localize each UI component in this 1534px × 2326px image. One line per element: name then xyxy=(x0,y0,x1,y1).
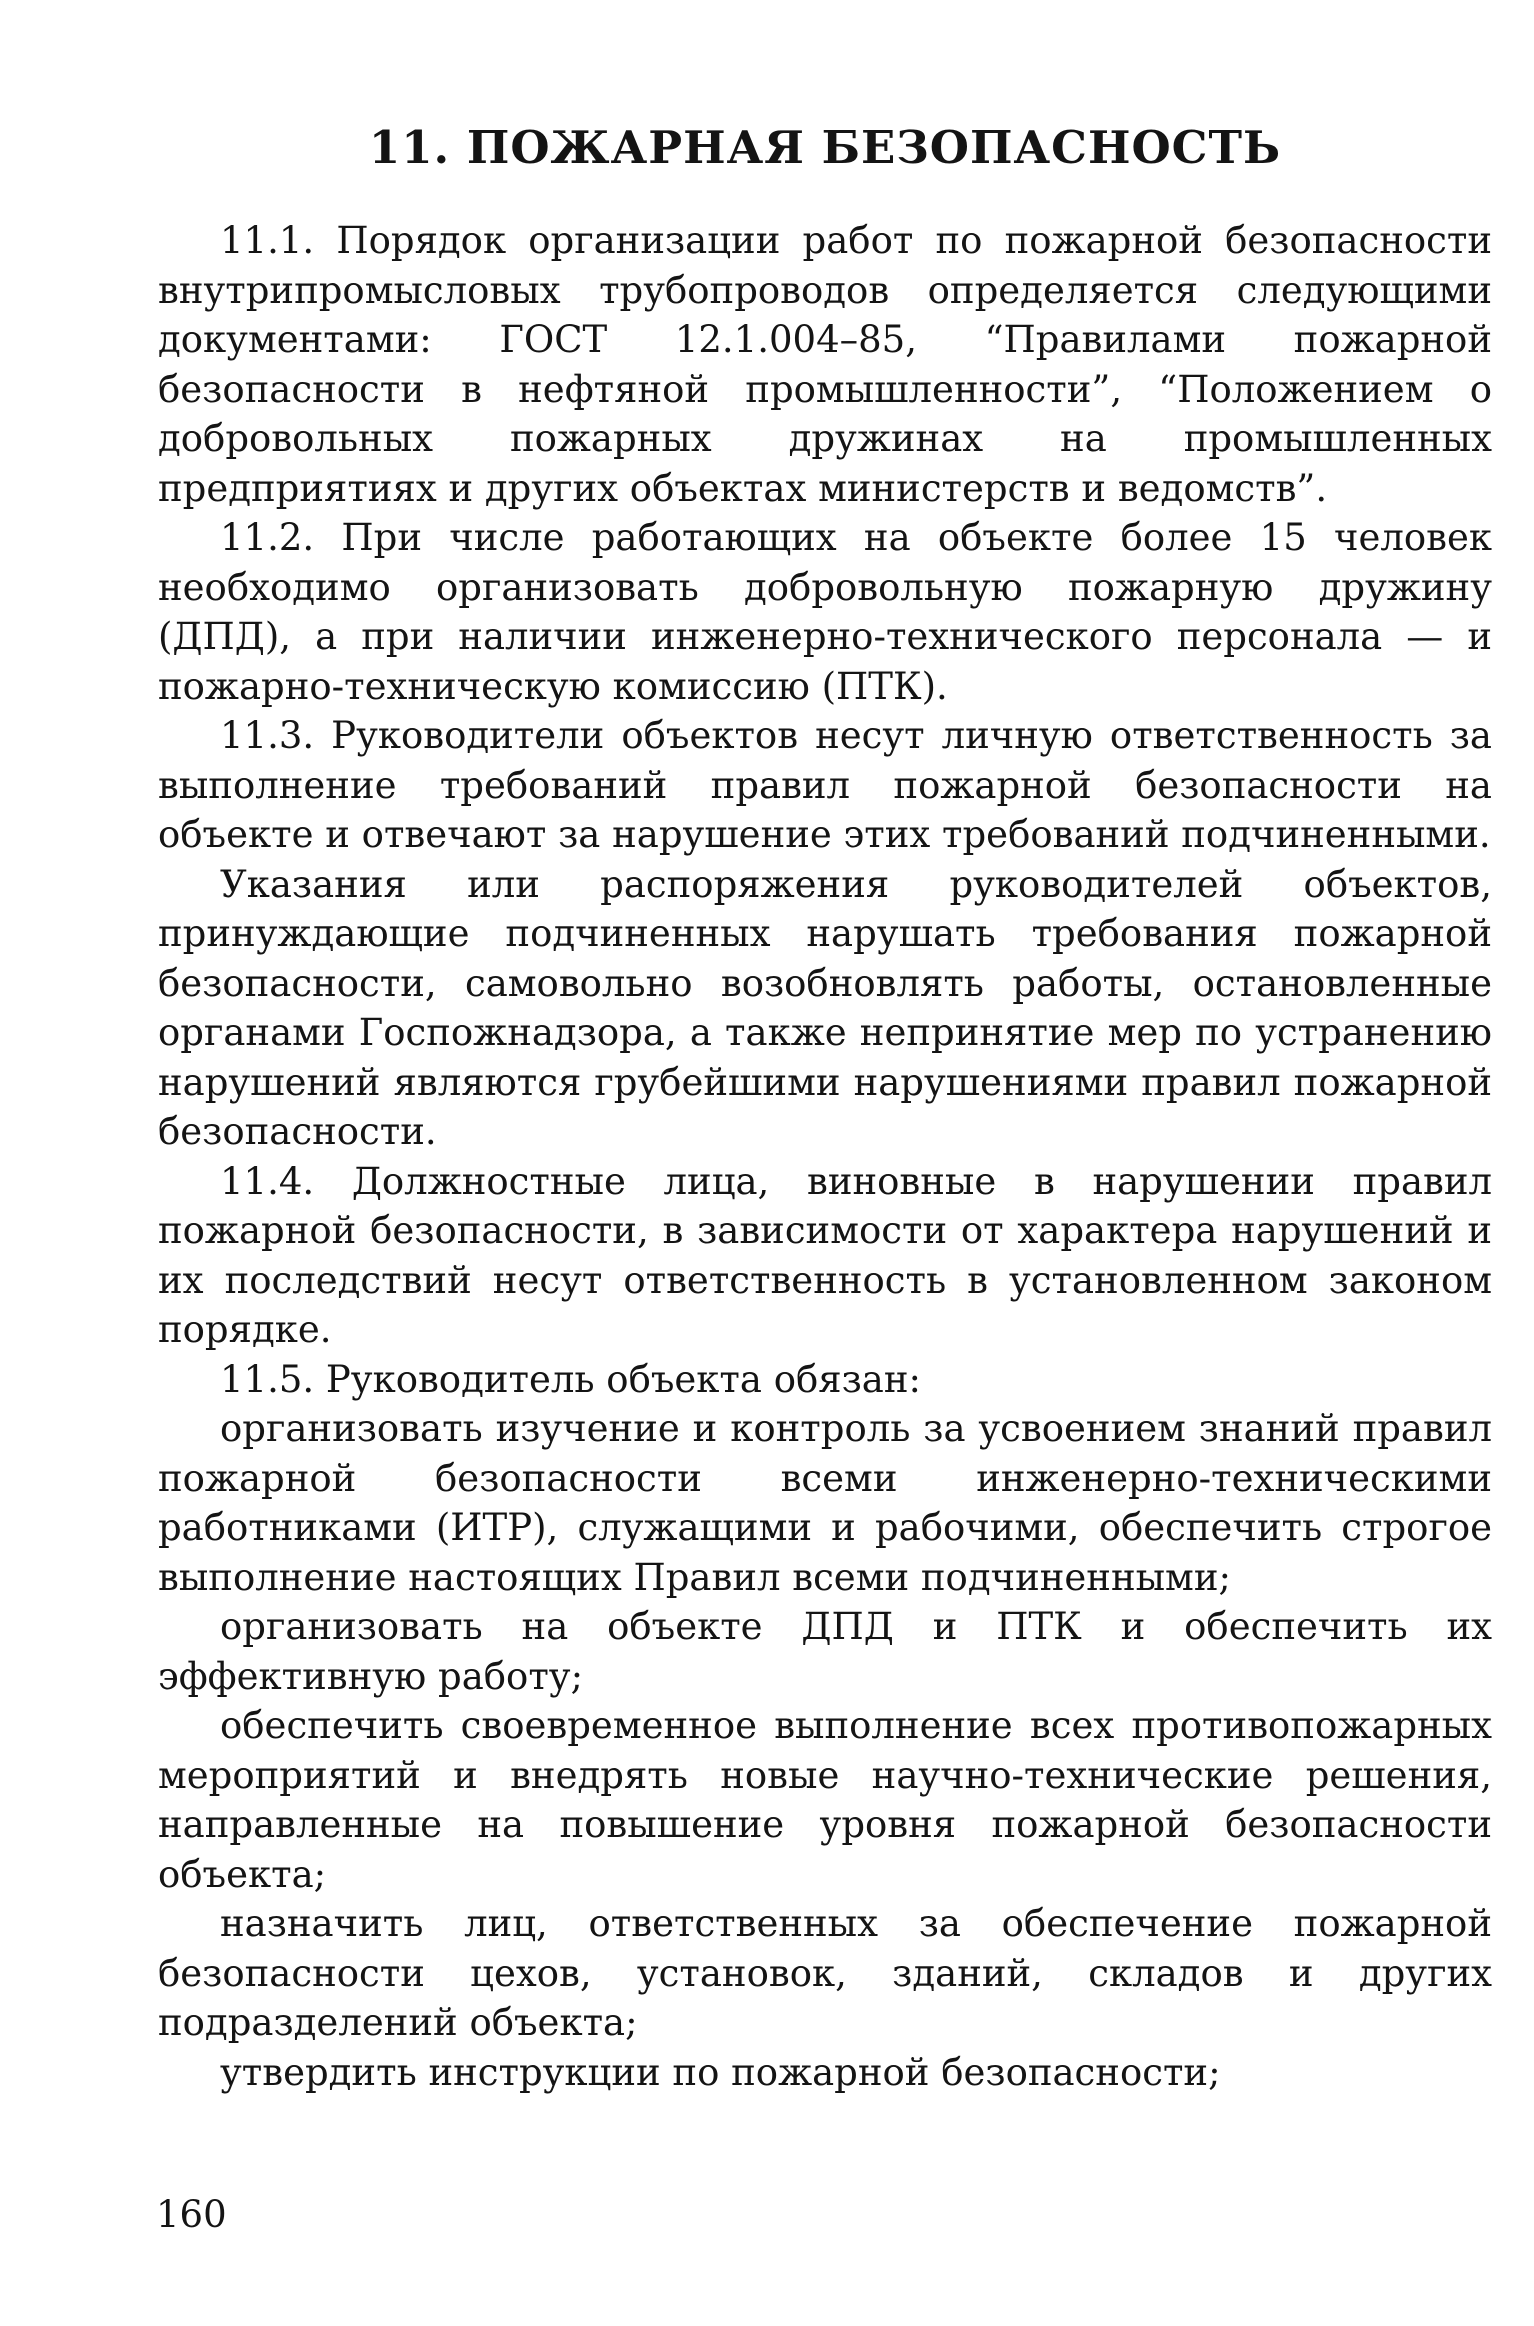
duty-item: организовать на объекте ДПД и ПТК и обеспечить их эффективную работу; xyxy=(158,1605,1492,1698)
paragraph-instructions: Указания или распоряжения руководителей объектов, принуждающие подчиненных нарушать требования пожарной безопасности, самовольно возобновлять работы, остановленные органами Госпожнадзора, а также непринятие мер по устранению нарушений являются грубейшими нарушениями правил пожарной безопасности. xyxy=(158,862,1492,1153)
paragraph-11-5: 11.5. Руководитель объекта обязан: xyxy=(220,1357,921,1401)
duty-item: обеспечить своевременное выполнение всех противопожарных мероприятий и внедрять новые научно-технические решения, направленные на повышение уровня пожарной безопасности объекта; xyxy=(158,1704,1492,1896)
duty-item: организовать изучение и контроль за усвоением знаний правил пожарной безопасности всеми инженерно-техническими работниками (ИТР), служащими и рабочими, обеспечить строгое выполнение настоящих Правил всеми подчиненными; xyxy=(158,1407,1492,1599)
duty-item: утвердить инструкции по пожарной безопасности; xyxy=(220,2050,1221,2094)
body-text xyxy=(158,216,1492,2097)
paragraph-11-3: 11.3. Руководители объектов несут личную ответственность за выполнение требований правил пожарной безопасности на объекте и отвечают за нарушение этих требований подчиненными. xyxy=(158,714,1492,856)
paragraph-11-2: 11.2. При числе работающих на объекте более 15 человек необходимо организовать добровольную пожарную дружину (ДПД), а при наличии инженерно-технического персонала — и пожарно-техническую комиссию (ПТК). xyxy=(158,516,1492,708)
paragraph-11-1: 11.1. Порядок организации работ по пожарной безопасности внутрипромысловых трубопроводов определяется следующими документами: ГОСТ 12.1.004–85, “Правилами пожарной безопасности в нефтяной промышленности”, “Положением о добровольных пожарных дружинах на промышленных предприятиях и других объектах министерств и ведомств”. xyxy=(158,219,1492,510)
section-title: 11. ПОЖАРНАЯ БЕЗОПАСНОСТЬ xyxy=(368,121,1282,174)
paragraph-11-4: 11.4. Должностные лица, виновные в нарушении правил пожарной безопасности, в зависимости от характера нарушений и их последствий несут ответственность в установленном законом порядке. xyxy=(158,1159,1492,1351)
document-page xyxy=(158,118,1492,2097)
duty-item: назначить лиц, ответственных за обеспечение пожарной безопасности цехов, установок, зданий, складов и других подразделений объекта; xyxy=(158,1902,1492,2044)
page-number: 160 xyxy=(156,2193,227,2236)
